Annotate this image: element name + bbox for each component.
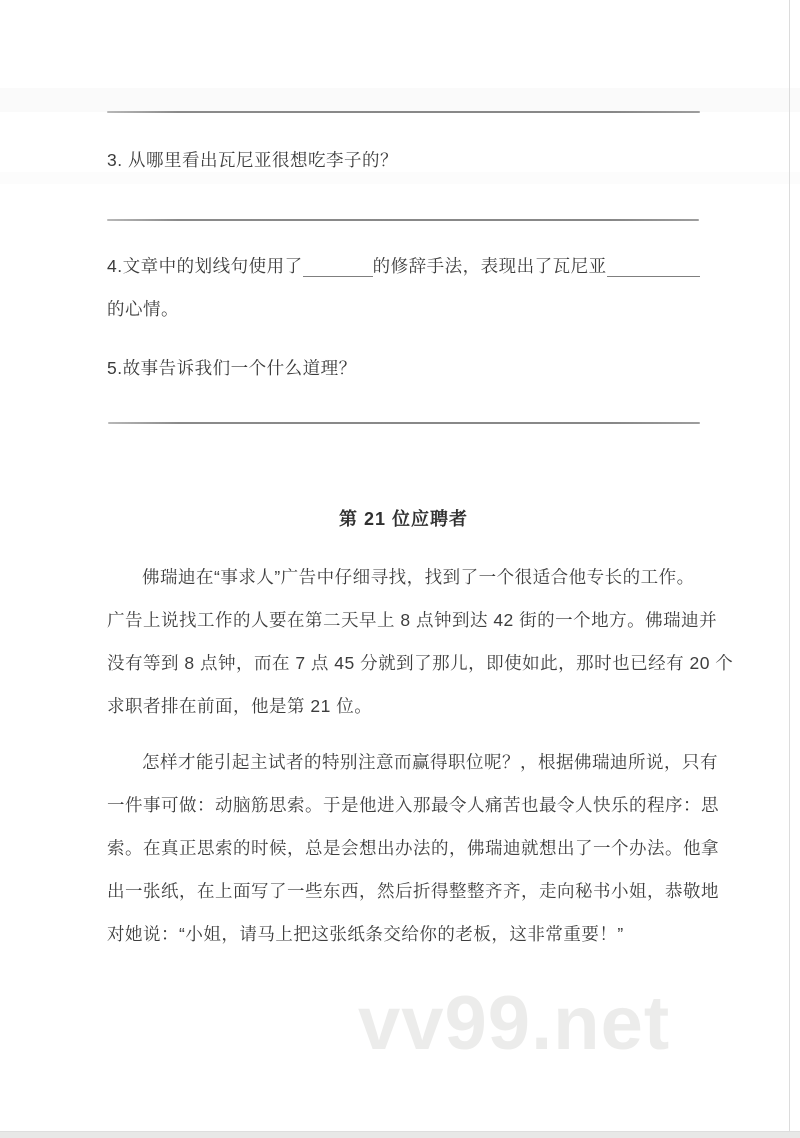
article-paragraph2-line3: 索。在真正思索的时候，总是会想出办法的，佛瑞迪就想出了一个办法。他拿 (107, 838, 719, 858)
article-paragraph1-line4: 求职者排在前面，他是第 21 位。 (107, 696, 373, 716)
article-paragraph1-line3: 没有等到 8 点钟，而在 7 点 45 分就到了那儿，即使如此，那时也已经有 20 个 (107, 653, 734, 673)
article-paragraph2-line1: 怎样才能引起主试者的特别注意而赢得职位呢？，根据佛瑞迪所说，只有 (142, 752, 718, 772)
question-5: 5.故事告诉我们一个什么道理？ (107, 358, 357, 378)
article-paragraph1-line2: 广告上说找工作的人要在第二天早上 8 点钟到达 42 街的一个地方。佛瑞迪并 (107, 610, 718, 630)
article-title: 第 21 位应聘者 (338, 509, 469, 529)
article-paragraph2-line5: 对她说：“小姐，请马上把这张纸条交给你的老板，这非常重要！” (107, 924, 624, 944)
question-4-text-before-blank: 4.文章中的划线句使用了 (107, 256, 303, 276)
question-3: 3. 从哪里看出瓦尼亚很想吃李子的？ (107, 150, 398, 170)
page-right-border (789, 0, 790, 1131)
scan-artifact-band (0, 172, 800, 184)
article-paragraph2-line4: 出一张纸，在上面写了一些东西，然后折得整整齐齐，走向秘书小姐，恭敬地 (107, 881, 719, 901)
fill-in-blank (303, 256, 373, 277)
answer-line (107, 111, 700, 113)
fill-in-blank (607, 256, 700, 277)
article-paragraph1-line1: 佛瑞迪在“事求人”广告中仔细寻找，找到了一个很适合他专长的工作。 (142, 567, 695, 587)
question-4-tail: 的心情。 (107, 299, 179, 319)
answer-line (107, 219, 699, 221)
watermark: vv99.net (358, 981, 671, 1066)
question-4 (107, 255, 700, 277)
question-4-text-between-blanks: 的修辞手法，表现出了瓦尼亚 (372, 256, 607, 276)
scan-artifact-band (0, 88, 800, 112)
answer-line (108, 422, 700, 424)
article-paragraph2-line2: 一件事可做：动脑筋思索。于是他进入那最令人痛苦也最令人快乐的程序：思 (107, 795, 719, 815)
